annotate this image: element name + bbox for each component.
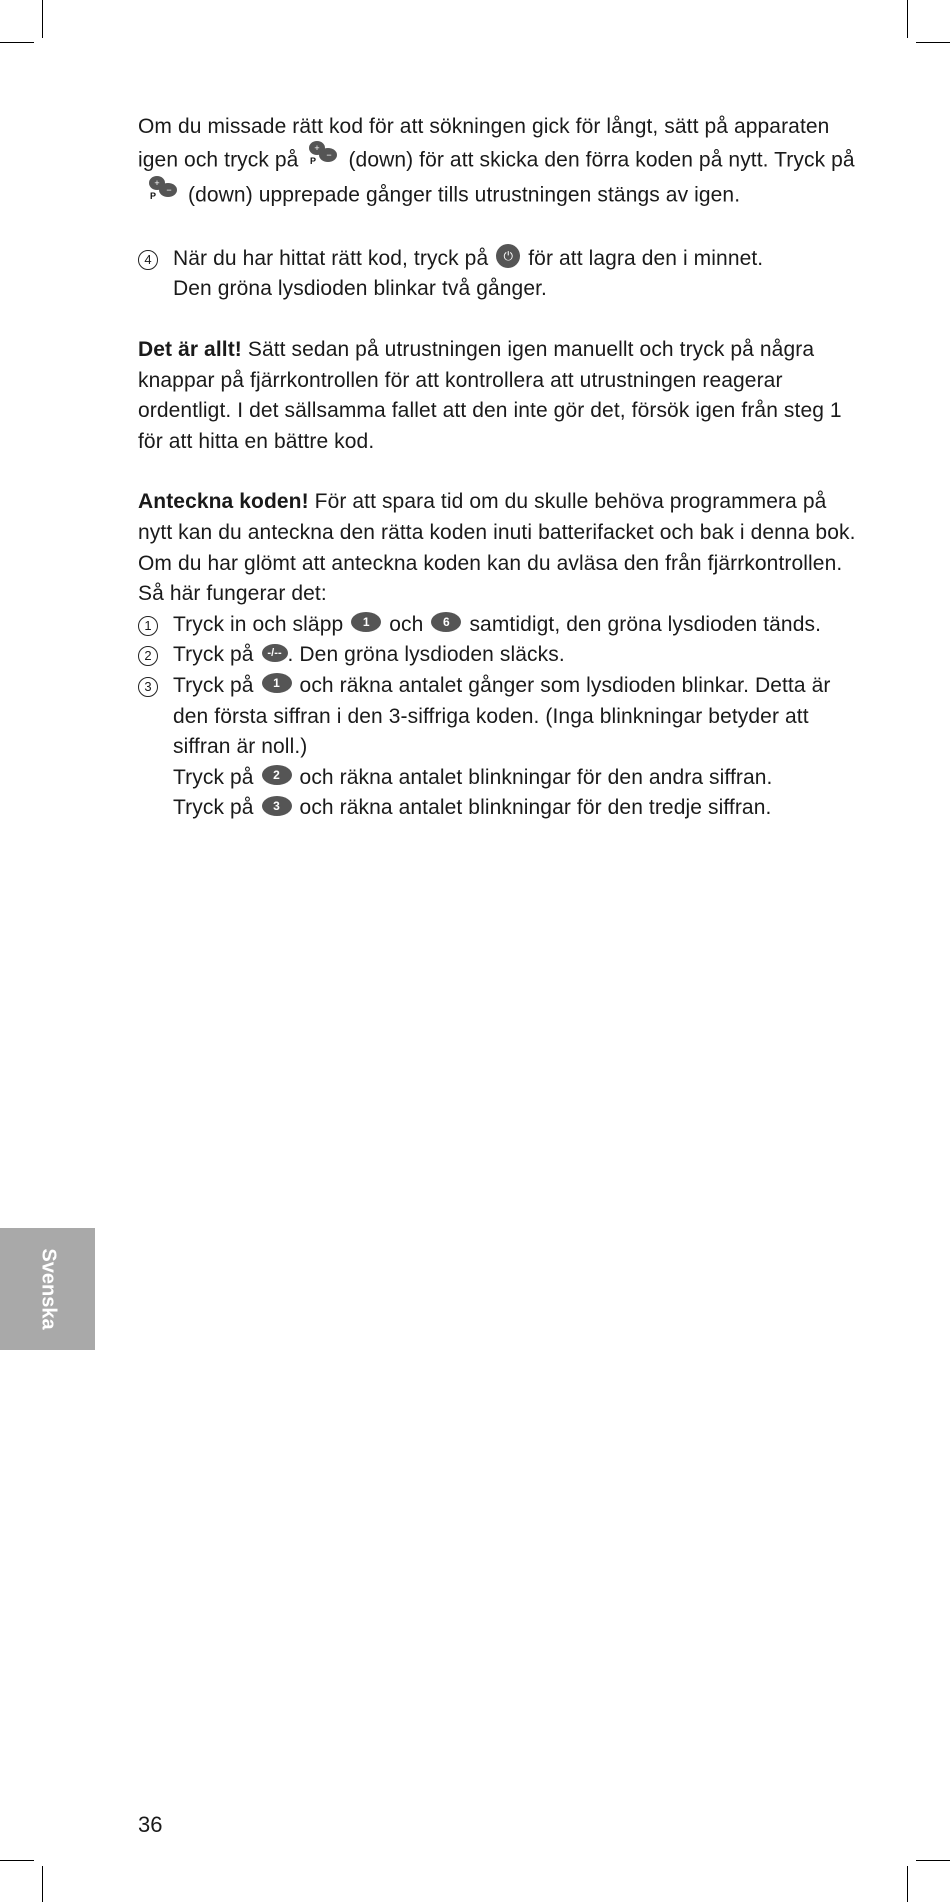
crop-mark bbox=[0, 1860, 34, 1861]
button-2-icon: 2 bbox=[262, 765, 292, 785]
crop-mark bbox=[42, 1866, 43, 1902]
note-step-3-second-digit: Tryck på 2 och räkna antalet blinkningar för den andra siffran. bbox=[173, 765, 773, 789]
step-4-line: 4 När du har hittat rätt kod, tryck på ⏻ för att lagra den i minnet. bbox=[138, 244, 858, 275]
step-4-detail: Den gröna lysdioden blinkar två gånger. bbox=[173, 277, 547, 301]
note-step-2: 2 Tryck på -/-- . Den gröna lysdioden släcks. bbox=[138, 640, 858, 671]
button-3-icon: 3 bbox=[262, 796, 292, 816]
button-1-icon: 1 bbox=[351, 612, 381, 632]
note-text: Anteckna koden! För att spara tid om du skulle behöva programmera på nytt kan du anteckna den rätta koden inuti batterifacket och bak i denna bok. Om du har glömt att anteckna koden kan du avläsa den från fjärrkontrollen. Så här fungerar det: bbox=[138, 490, 856, 606]
step-number: 3 bbox=[138, 677, 158, 697]
crop-mark bbox=[907, 1866, 908, 1902]
power-icon: ⏻ bbox=[496, 244, 520, 268]
note-section bbox=[138, 487, 858, 824]
note-step-3: 3 Tryck på 1 och räkna antalet gånger som lysdioden blinkar. Detta är den första siffran i den 3-siffriga koden. (Inga blinkningar betyder att siffran är noll.) bbox=[138, 671, 858, 763]
crop-mark bbox=[916, 1860, 950, 1861]
intro-paragraph bbox=[138, 112, 858, 214]
svg-text:+: + bbox=[154, 178, 160, 189]
button-1-icon: 1 bbox=[262, 673, 292, 693]
note-step-3-third-digit: Tryck på 3 och räkna antalet blinkningar för den tredje siffran. bbox=[173, 796, 772, 820]
step-4 bbox=[138, 244, 858, 305]
svg-text:−: − bbox=[166, 185, 172, 196]
program-plus-minus-icon bbox=[146, 174, 180, 210]
note-step-1: 1 Tryck in och släpp 1 och 6 samtidigt, den gröna lysdioden tänds. bbox=[138, 610, 858, 641]
done-paragraph bbox=[138, 335, 858, 457]
svg-text:−: − bbox=[326, 149, 333, 160]
svg-text:P: P bbox=[150, 191, 157, 201]
page-number: 36 bbox=[138, 1812, 163, 1837]
crop-mark bbox=[0, 42, 34, 43]
digit-entry-button-icon: -/-- bbox=[262, 644, 288, 662]
language-tab bbox=[0, 1228, 95, 1350]
crop-mark bbox=[916, 42, 950, 43]
language-tab-label: Svenska bbox=[37, 1248, 59, 1330]
crop-mark bbox=[907, 0, 908, 38]
button-6-icon: 6 bbox=[431, 612, 461, 632]
intro-text: Om du missade rätt kod för att sökningen gick för långt, sätt på apparaten igen och tryck på + − P (down) för att skicka den förra koden på nytt. Tryck på + − P (down) upprepade gånger tills utrustningen stängs av igen. bbox=[138, 112, 858, 214]
manual-content bbox=[138, 112, 858, 854]
svg-text:+: + bbox=[314, 142, 321, 153]
done-heading: Det är allt! bbox=[138, 337, 242, 361]
step-number: 1 bbox=[138, 616, 158, 636]
program-plus-minus-icon bbox=[306, 139, 340, 175]
svg-text:P: P bbox=[310, 155, 317, 165]
done-text: Det är allt! Sätt sedan på utrustningen igen manuellt och tryck på några knappar på fjärrkontrollen för att kontrollera att utrustningen reagerar ordentligt. I det sällsamma fallet att den inte gör det, försök igen från steg 1 för att hitta en bättre kod. bbox=[138, 337, 842, 453]
step-number: 2 bbox=[138, 646, 158, 666]
step-number: 4 bbox=[138, 250, 158, 270]
note-heading: Anteckna koden! bbox=[138, 490, 309, 514]
crop-mark bbox=[42, 0, 43, 38]
